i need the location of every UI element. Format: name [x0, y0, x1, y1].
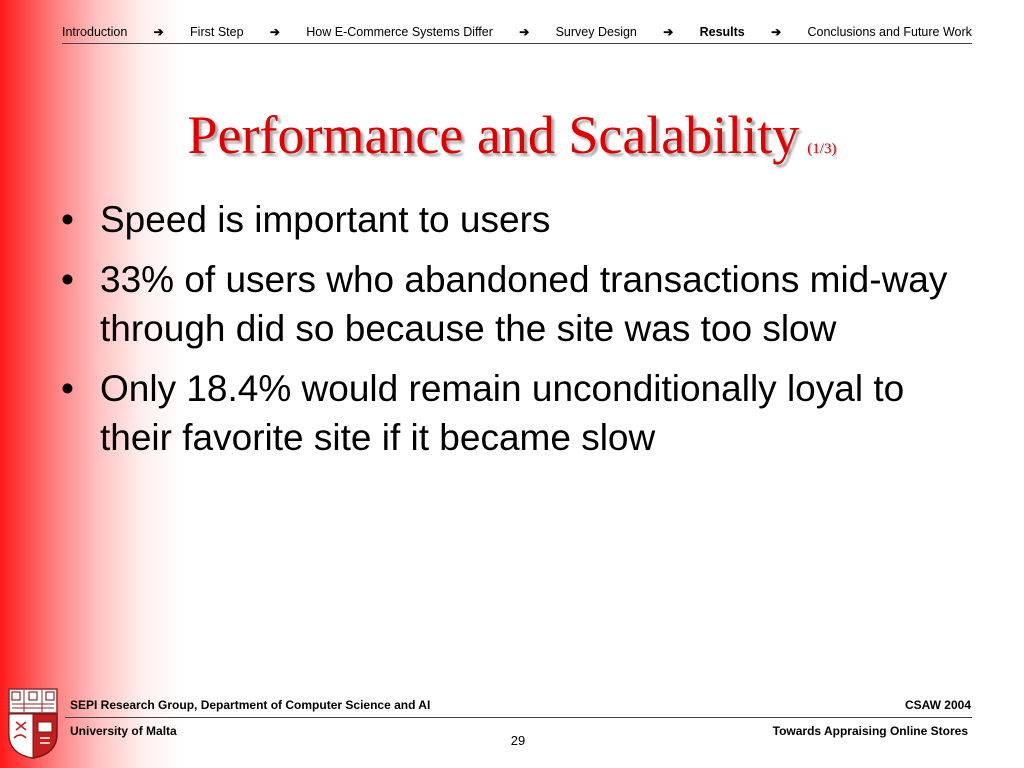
slide-title: Performance and Scalability — [187, 105, 800, 165]
top-divider — [62, 43, 972, 44]
nav-item-introduction[interactable]: Introduction — [62, 25, 128, 39]
arrow-right-icon: ➔ — [519, 25, 530, 39]
footer-university: University of Malta — [70, 724, 177, 738]
bullet-dot-icon: • — [61, 259, 74, 300]
nav-item-how-ecommerce-differ[interactable]: How E-Commerce Systems Differ — [306, 25, 493, 39]
nav-item-survey-design[interactable]: Survey Design — [555, 25, 637, 39]
bullet-text: Only 18.4% would remain unconditionally loyal to their favorite site if it became slow — [100, 368, 905, 458]
nav-item-results[interactable]: Results — [699, 25, 745, 39]
nav-item-conclusions[interactable]: Conclusions and Future Work — [807, 25, 972, 39]
bullet-list — [56, 195, 971, 473]
page-number: 29 — [510, 733, 526, 748]
footer-talk-title: Towards Appraising Online Stores — [772, 724, 968, 738]
bullet-text: 33% of users who abandoned transactions mid-way through did so because the site was too slow — [100, 259, 948, 349]
bullet-item — [56, 364, 971, 462]
bullet-item — [56, 195, 971, 244]
slide-title-part: (1/3) — [807, 141, 837, 157]
breadcrumb-nav — [62, 22, 972, 42]
arrow-right-icon: ➔ — [771, 25, 782, 39]
footer-research-group: SEPI Research Group, Department of Computer Science and AI — [70, 698, 431, 712]
slide-title-block — [0, 104, 1024, 166]
footer-divider — [65, 717, 972, 718]
bullet-dot-icon: • — [61, 199, 74, 240]
bullet-item — [56, 255, 971, 353]
arrow-right-icon: ➔ — [153, 25, 164, 39]
footer-conference: CSAW 2004 — [904, 698, 971, 712]
bullet-dot-icon: • — [61, 368, 74, 409]
bullet-text: Speed is important to users — [100, 199, 551, 240]
nav-item-first-step[interactable]: First Step — [190, 25, 244, 39]
arrow-right-icon: ➔ — [269, 25, 280, 39]
university-crest-icon — [8, 688, 58, 760]
arrow-right-icon: ➔ — [663, 25, 674, 39]
